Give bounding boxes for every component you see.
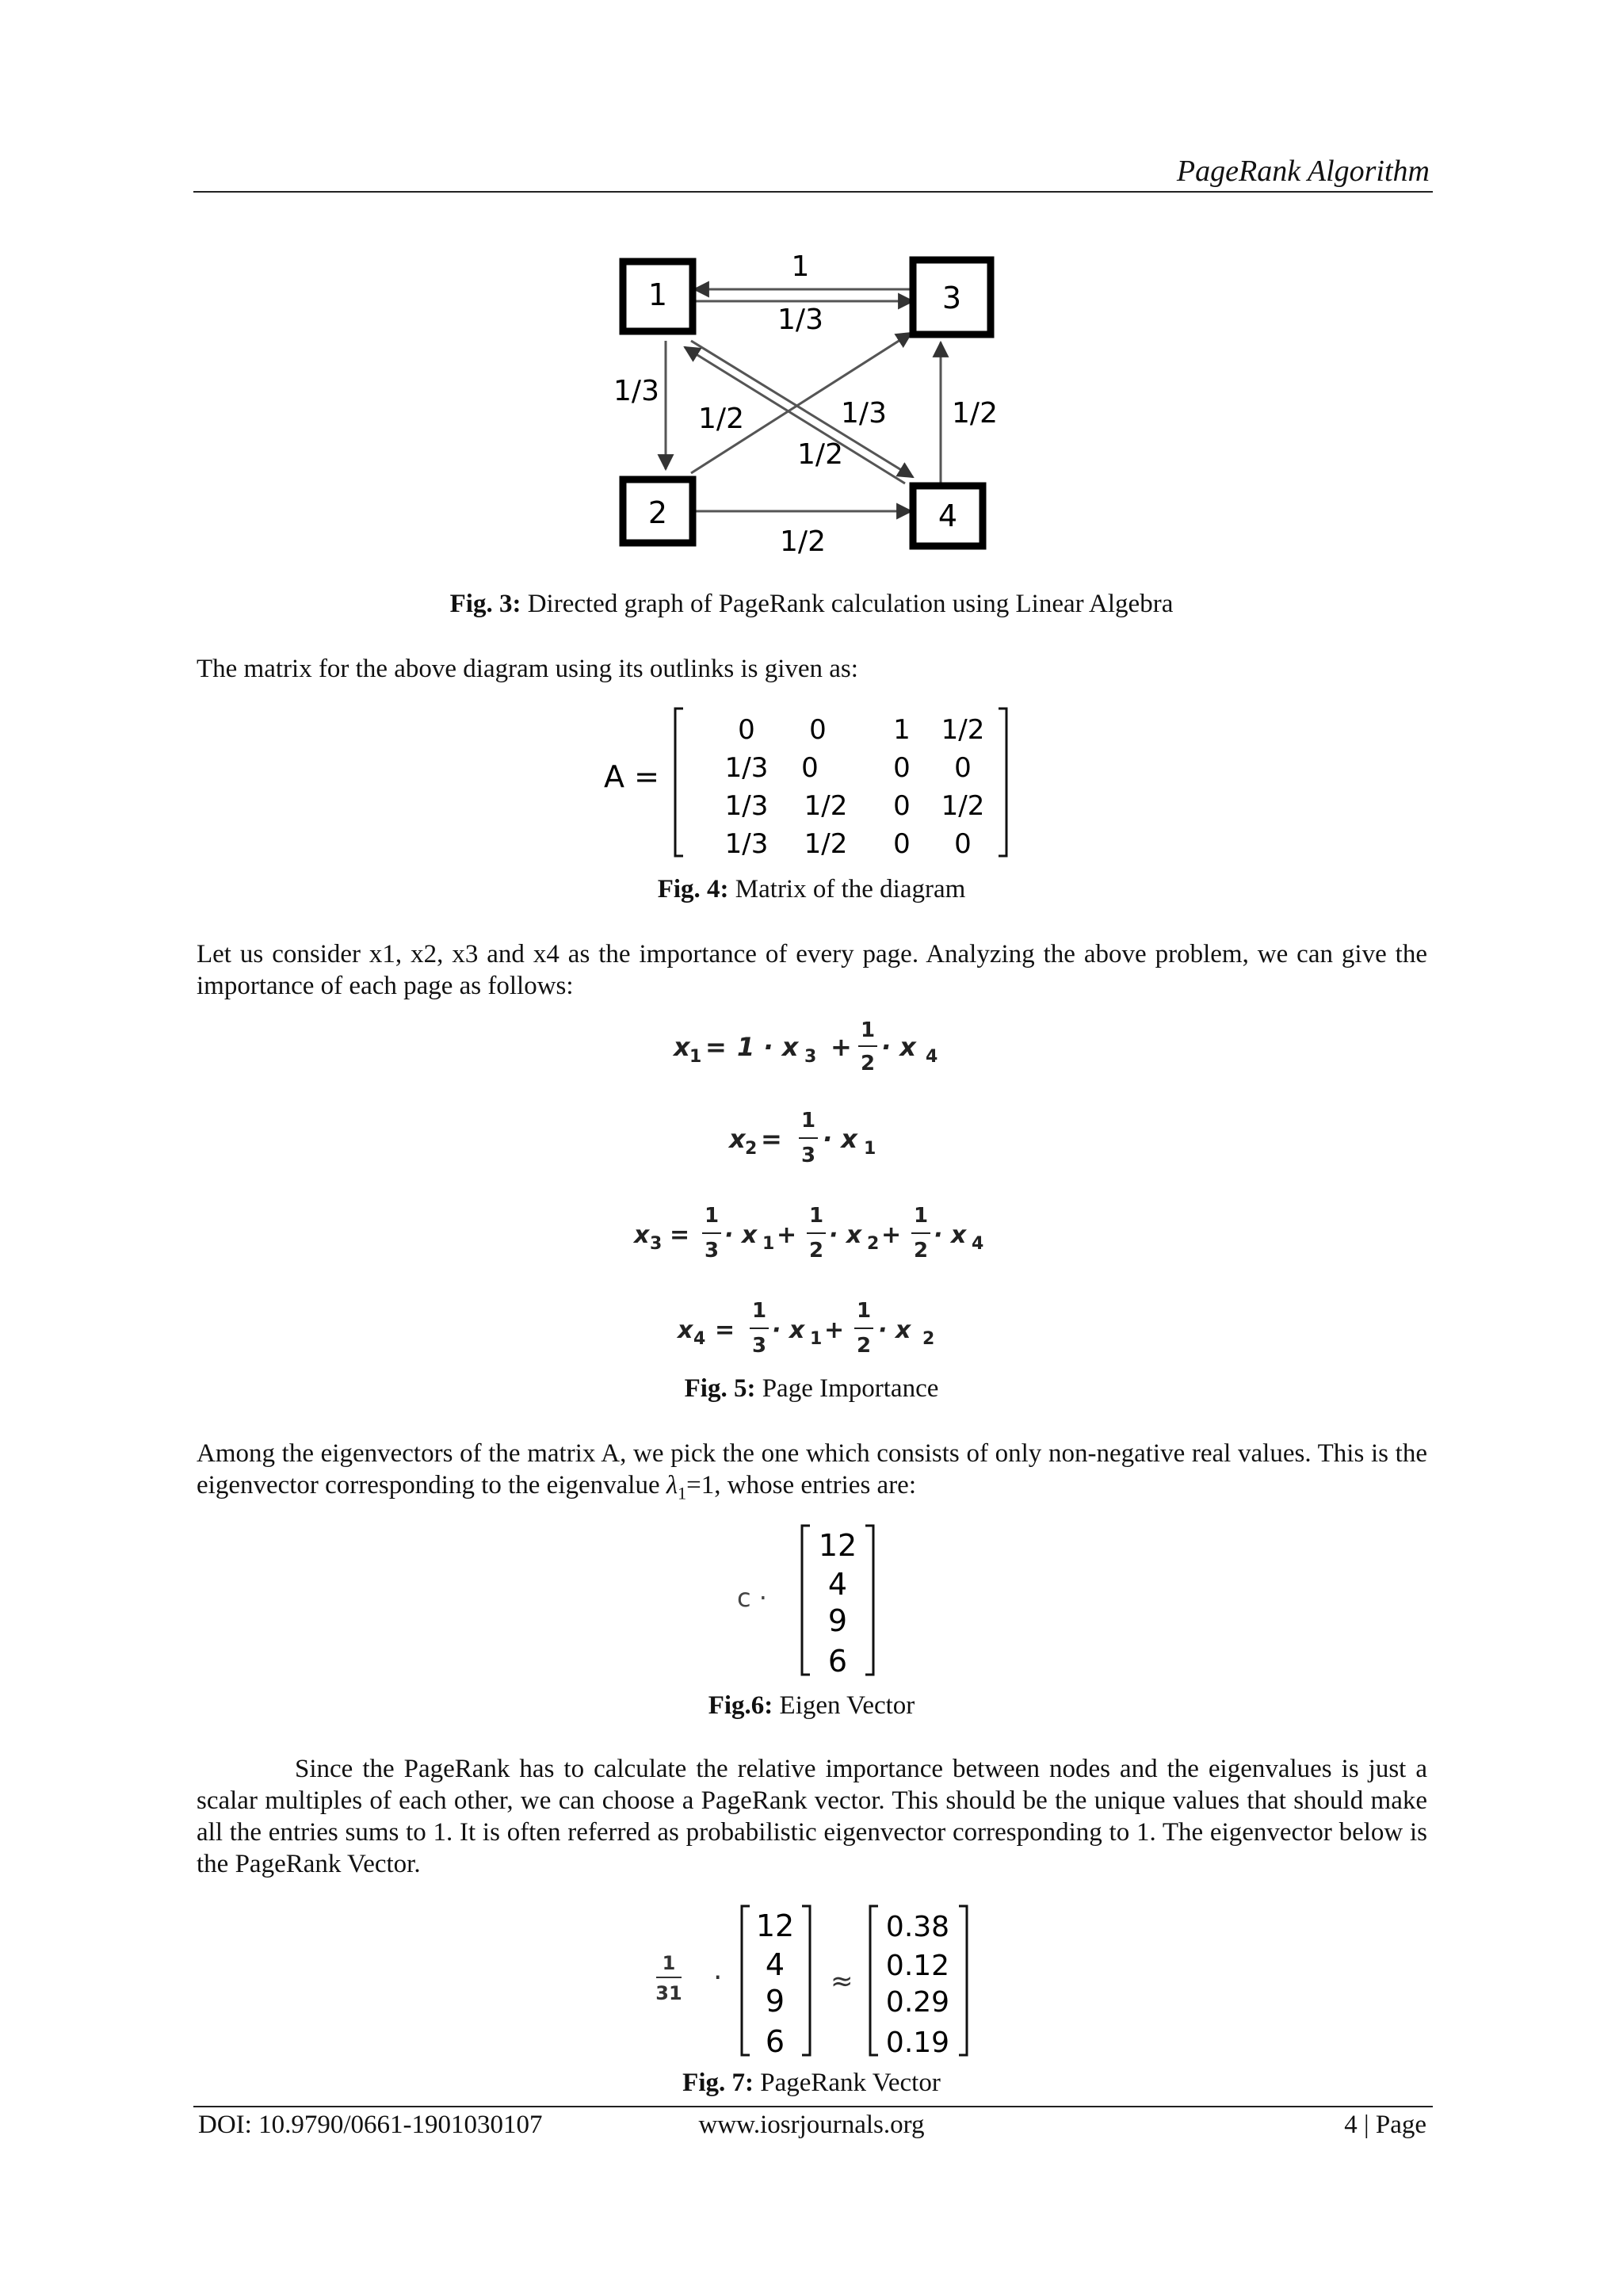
eq2-num: 1: [800, 1109, 816, 1133]
paragraph-matrix-intro: The matrix for the above diagram using its outlinks is given as:: [197, 655, 858, 683]
fig4-caption: [0, 875, 1623, 904]
eq3-var-sub-2: 2: [867, 1234, 880, 1254]
matrix-cell: 1: [893, 714, 911, 746]
eq3-num-3: 1: [913, 1204, 929, 1228]
edge-label-3-1: 1: [791, 250, 810, 283]
matrix-a: [602, 697, 1014, 864]
fig6-caption: [0, 1691, 1623, 1721]
pr-result-value: 0.29: [885, 1986, 950, 2019]
eq4-num-1: 1: [751, 1299, 767, 1323]
fig3-caption: [0, 590, 1623, 619]
matrix-cell: 1/2: [941, 714, 985, 746]
matrix-a-right-bracket: [999, 709, 1006, 856]
eq4-lhs: x: [678, 1316, 693, 1344]
eq3-num-1: 1: [704, 1204, 720, 1228]
eq3-var-sub-1: 1: [762, 1234, 775, 1254]
pr-result-value: 0.38: [885, 1911, 950, 1943]
header-rule: [193, 191, 1433, 193]
fig5-text: Page Importance: [755, 1374, 939, 1403]
eq2-lhs-sub: 2: [745, 1139, 758, 1159]
eq3-var-3: · x: [934, 1221, 967, 1249]
pr-approx: ≈: [831, 1966, 854, 1997]
pr-dot: ·: [713, 1962, 723, 1994]
pr-result-right-bracket: [959, 1906, 967, 2055]
equation-3: [632, 1204, 983, 1263]
lambda-symbol: λ: [666, 1471, 678, 1499]
eq3-num-2: 1: [808, 1204, 824, 1228]
eq2-term-sub: 1: [864, 1139, 876, 1159]
eq4-var-sub-1: 1: [810, 1329, 823, 1349]
eq3-den-3: 2: [913, 1239, 929, 1263]
pr-vec-value: 4: [765, 1947, 785, 1982]
node-4-label: 4: [938, 499, 958, 533]
eq2-equals: =: [761, 1124, 782, 1154]
eq3-plus-2: +: [881, 1221, 902, 1249]
lambda-subscript: 1: [678, 1483, 687, 1503]
pr-result-left-bracket: [870, 1906, 878, 2055]
fig3-label: Fig. 3:: [449, 590, 521, 618]
eq4-var-sub-2: 2: [922, 1329, 935, 1349]
eq1-plus: +: [831, 1032, 852, 1062]
edge-label-2-4: 1/2: [780, 525, 826, 558]
eq4-den-2: 2: [856, 1334, 872, 1355]
eigen-value: 9: [827, 1603, 848, 1638]
matrix-a-left-bracket: [675, 709, 683, 856]
importance-equations: [626, 1007, 999, 1355]
edge-label-1-2: 1/3: [613, 375, 659, 407]
eq1-term1-sub: 3: [804, 1047, 817, 1067]
pr-frac-den: 31: [655, 1982, 682, 2004]
footer-doi: DOI: 10.9790/0661-1901030107: [198, 2111, 543, 2139]
pr-frac-num: 1: [662, 1952, 676, 1974]
node-3-label: 3: [941, 281, 962, 315]
eq3-den-2: 2: [808, 1239, 824, 1263]
matrix-cell: 1/3: [724, 752, 769, 784]
footer-site: www.iosrjournals.org: [698, 2111, 925, 2139]
pr-vec-value: 12: [755, 1908, 795, 1943]
eq3-var-2: · x: [829, 1221, 862, 1249]
eq4-plus: +: [824, 1316, 845, 1344]
paragraph-pagerank-vector: Since the PageRank has to calculate the relative importance between nodes and the eigenvalues is just a scalar multiples of each other, we can choose a PageRank vector. This should be the unique values that should make all the entries sums to 1. It is often referred as probabilistic eigenvector corresponding to 1. The eigenvector below is the PageRank Vector.: [197, 1755, 1427, 1878]
eq4-var-1: · x: [772, 1316, 805, 1344]
edge-label-1-3: 1/3: [777, 304, 823, 336]
eq3-plus-1: +: [777, 1221, 797, 1249]
pr-vec-right-bracket: [802, 1906, 810, 2055]
eq2-term: · x: [823, 1124, 857, 1154]
equation-1: [672, 1018, 938, 1075]
pr-result-value: 0.19: [885, 2027, 950, 2059]
fig5-caption: [0, 1374, 1623, 1404]
edge-label-4-1: 1/2: [797, 438, 843, 471]
footer-rule: [193, 2106, 1433, 2107]
matrix-cell: 1/2: [804, 790, 848, 822]
eq4-var-2: · x: [878, 1316, 911, 1344]
node-2-label: 2: [647, 495, 668, 530]
matrix-cell: 0: [738, 714, 755, 746]
pagerank-graph: [602, 238, 1014, 571]
node-1-label: 1: [647, 277, 668, 312]
eq3-lhs-sub: 3: [650, 1234, 663, 1254]
equation-4: [676, 1299, 934, 1355]
matrix-cell: 0: [893, 790, 911, 822]
eigen-vector: [729, 1518, 888, 1680]
fig7-caption: [0, 2069, 1623, 2098]
eq3-lhs: x: [634, 1221, 650, 1249]
edge-label-1-4: 1/3: [841, 397, 887, 430]
matrix-a-name: A =: [604, 759, 659, 794]
fig6-label: Fig.6:: [708, 1691, 773, 1720]
eq2-lhs: x: [729, 1124, 746, 1154]
eq1-lhs: x: [674, 1032, 690, 1062]
para3-text-b: =1, whose entries are:: [686, 1471, 917, 1499]
pagerank-vector: [634, 1898, 999, 2061]
eq3-equals: =: [670, 1221, 690, 1249]
eq1-den: 2: [860, 1052, 876, 1075]
eq4-num-2: 1: [856, 1299, 872, 1323]
fig5-label: Fig. 5:: [684, 1374, 756, 1403]
matrix-cell: 1/2: [941, 790, 985, 822]
eq4-equals: =: [715, 1316, 735, 1344]
matrix-cell: 1/2: [804, 828, 848, 860]
eq4-lhs-sub: 4: [693, 1329, 706, 1349]
fig6-text: Eigen Vector: [773, 1691, 915, 1720]
matrix-cell: 0: [801, 752, 819, 784]
fig3-text: Directed graph of PageRank calculation using Linear Algebra: [521, 590, 1174, 618]
matrix-cell: 0: [893, 828, 911, 860]
eigen-value: 12: [818, 1528, 857, 1563]
matrix-cell: 0: [893, 752, 911, 784]
eq2-den: 3: [800, 1144, 816, 1167]
footer-page: 4 | Page: [1344, 2111, 1426, 2139]
pr-vec-value: 9: [765, 1984, 785, 2019]
eq1-num: 1: [860, 1018, 876, 1042]
eq3-var-1: · x: [724, 1221, 758, 1249]
eigen-value: 6: [827, 1644, 848, 1679]
fig4-text: Matrix of the diagram: [728, 875, 966, 904]
matrix-cell: 0: [954, 828, 972, 860]
eq3-var-sub-3: 4: [972, 1234, 984, 1254]
matrix-cell: 0: [809, 714, 827, 746]
eq1-equals: =: [705, 1032, 727, 1062]
edge-label-4-3: 1/2: [952, 397, 998, 430]
matrix-cell: 1/3: [724, 828, 769, 860]
eigen-scalar: c ·: [737, 1583, 767, 1613]
equation-2: [727, 1109, 876, 1167]
fig7-label: Fig. 7:: [682, 2069, 754, 2097]
eq1-term2-sub: 4: [926, 1047, 938, 1067]
fig4-label: Fig. 4:: [657, 875, 729, 904]
eq1-term1: 1 · x: [737, 1032, 799, 1062]
eq3-den-1: 3: [704, 1239, 720, 1263]
para3-text-a: Among the eigenvectors of the matrix A, we pick the one which consists of only non-negative real values. This is the eigenvector corresponding to the eigenvalue: [197, 1439, 1427, 1499]
running-header: PageRank Algorithm: [1176, 155, 1430, 188]
eq4-den-1: 3: [751, 1334, 767, 1355]
matrix-cell: 0: [954, 752, 972, 784]
matrix-cell: 1/3: [724, 790, 769, 822]
eq1-term2: · x: [881, 1032, 916, 1062]
pr-vec-value: 6: [765, 2024, 785, 2059]
eigen-value: 4: [827, 1567, 848, 1602]
edge-label-2-3: 1/2: [698, 403, 744, 435]
eq1-lhs-sub: 1: [689, 1047, 702, 1067]
pr-vec-left-bracket: [742, 1906, 750, 2055]
pr-result-value: 0.12: [885, 1950, 950, 1982]
eigen-left-bracket: [802, 1526, 810, 1675]
eigen-right-bracket: [865, 1526, 873, 1675]
fig7-text: PageRank Vector: [753, 2069, 941, 2097]
paragraph-importance-intro: Let us consider x1, x2, x3 and x4 as the importance of every page. Analyzing the above problem, we can give the importance of each page as follows:: [197, 940, 1427, 1000]
paragraph-eigenvector: [197, 1438, 1427, 1510]
